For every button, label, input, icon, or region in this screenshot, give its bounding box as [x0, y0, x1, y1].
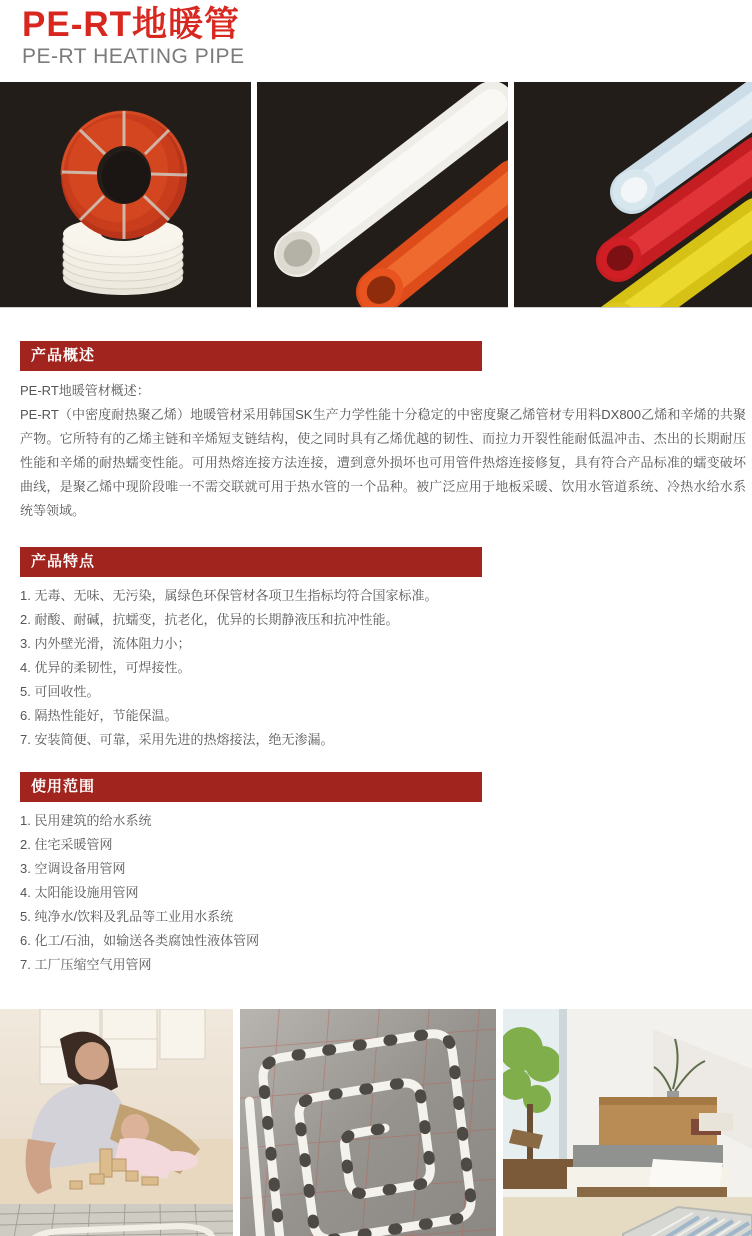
section-heading-usage: 使用范围 — [20, 772, 482, 802]
usage-item: 5. 纯净水/饮料及乳品等工业用水系统 — [20, 909, 234, 924]
red-coil-pipe-illustration — [0, 82, 251, 308]
photo-mother-baby-heated-floor — [0, 1009, 233, 1236]
blue-red-yellow-pipes-illustration — [514, 82, 752, 308]
feature-item: 3. 内外壁光滑，流体阻力小； — [20, 636, 191, 651]
feature-item: 5. 可回收性。 — [20, 684, 100, 699]
feature-item: 6. 隔热性能好，节能保温。 — [20, 708, 178, 723]
pipe-spiral-illustration — [240, 1009, 496, 1236]
feature-item: 7. 安装简便、可靠，采用先进的热熔接法，绝无渗漏。 — [20, 732, 334, 747]
white-orange-pipes-illustration — [257, 82, 508, 308]
usage-list — [20, 809, 746, 977]
page-header — [0, 0, 752, 69]
section-heading-features: 产品特点 — [20, 547, 482, 577]
feature-item: 2. 耐酸、耐碱，抗蠕变，抗老化，优异的长期静液压和抗冲性能。 — [20, 612, 399, 627]
overview-paragraph: PE-RT（中密度耐热聚乙烯）地暖管材采用韩国SK生产力学性能十分稳定的中密度聚乙烯管材专用料DX800乙烯和辛烯的共聚产物。它所特有的乙烯主链和辛烯短支链结构，使之同时具有乙烯优越的韧性、而拉力开裂性能耐低温冲击、杰出的长期耐压性能和辛烯的耐热蠕变性能。可用热熔连接方法连接，遭到意外损坏也可用管件热熔连接修复，具有符合产品标准的蠕变破坏曲线，是聚乙烯中现阶段唯一不需交联就可用于热水管的一个品种。被广泛应用于地板采暖、饮用水管道系统、冷热水给水系统等领域。 — [20, 407, 746, 518]
feature-item: 1. 无毒、无味、无污染，属绿色环保管材各项卫生指标均符合国家标准。 — [20, 588, 438, 603]
usage-item: 2. 住宅采暖管网 — [20, 837, 113, 852]
features-list — [20, 584, 746, 752]
page-title: PE-RT地暖管 — [22, 5, 241, 44]
usage-item: 4. 太阳能设施用管网 — [20, 885, 139, 900]
product-image-red-coil — [0, 82, 251, 308]
usage-item: 1. 民用建筑的给水系统 — [20, 813, 152, 828]
page-subtitle: PE-RT HEATING PIPE — [22, 45, 245, 68]
usage-item: 7. 工厂压缩空气用管网 — [20, 957, 152, 972]
usage-item: 6. 化工/石油，如输送各类腐蚀性液体管网 — [20, 933, 260, 948]
usage-item: 3. 空调设备用管网 — [20, 861, 126, 876]
overview-intro: PE-RT地暖管材概述： — [20, 383, 150, 398]
section-heading-overview: 产品概述 — [20, 341, 482, 371]
photo-bedroom-floor-heating — [503, 1009, 752, 1236]
feature-item: 4. 优异的柔韧性，可焊接性。 — [20, 660, 191, 675]
product-image-strip — [0, 82, 752, 308]
photo-pipe-spiral-installation — [240, 1009, 496, 1236]
product-image-colored-pipes — [514, 82, 752, 308]
mother-baby-illustration — [0, 1009, 233, 1236]
application-photo-strip — [0, 1009, 752, 1236]
bedroom-illustration — [503, 1009, 752, 1236]
product-image-white-orange-pipes — [257, 82, 508, 308]
